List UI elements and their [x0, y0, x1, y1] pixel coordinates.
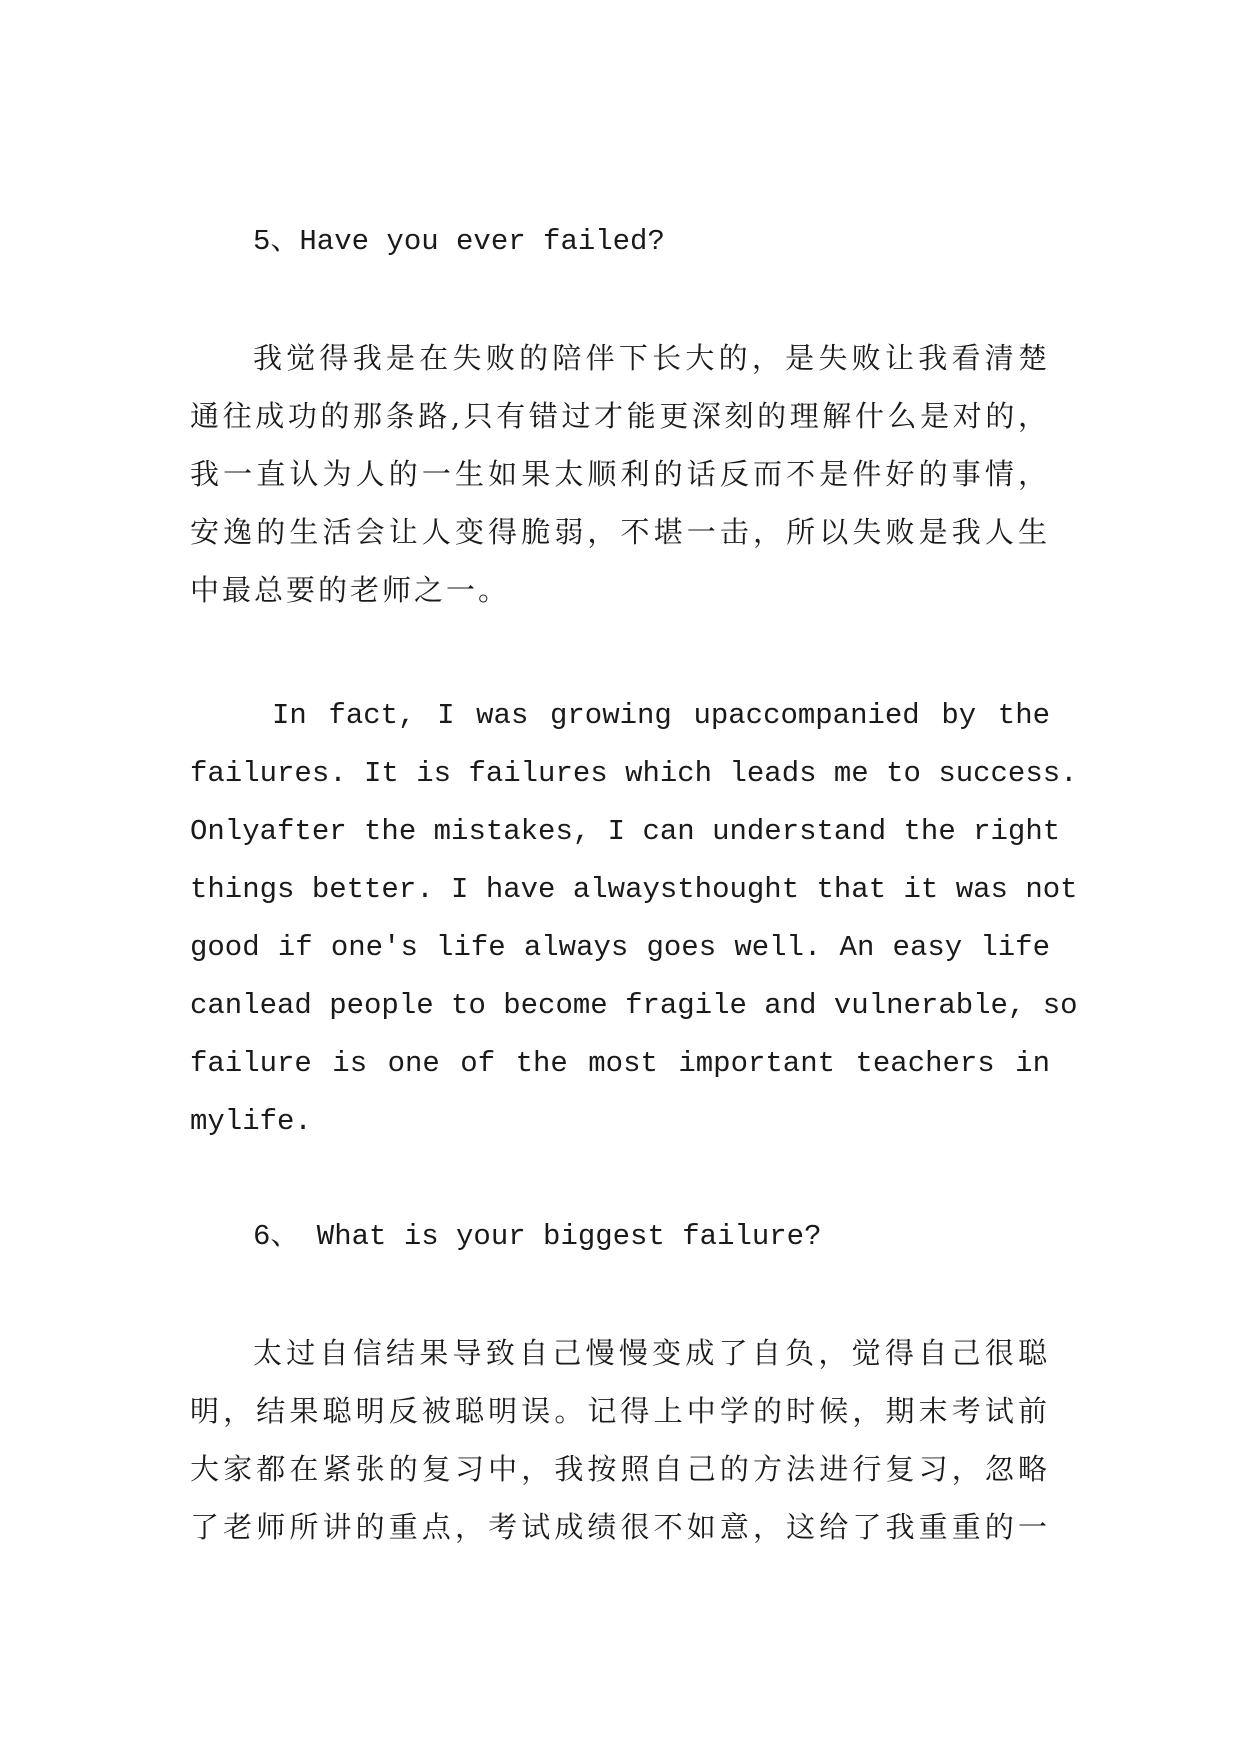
q6-zh-line: 太过自信结果导致自己慢慢变成了自负，觉得自己很聪 [253, 1336, 1050, 1370]
q5-zh-line: 安逸的生活会让人变得脆弱，不堪一击，所以失败是我人生 [190, 515, 1050, 549]
q5-zh-line: 通往成功的那条路,只有错过才能更深刻的理解什么是对的， [190, 399, 1050, 433]
q5-en-line: Onlyafter the mistakes, I can understand the right [190, 815, 1061, 848]
q6-zh-line: 大家都在紧张的复习中，我按照自己的方法进行复习，忽略 [190, 1452, 1050, 1486]
q5-en-line: In fact, I was growing upaccompanied by the [272, 699, 1050, 732]
q5-en-line: failures. It is failures which leads me to success. [190, 757, 1078, 790]
q6-zh-line: 了老师所讲的重点，考试成绩很不如意，这给了我重重的一 [190, 1510, 1050, 1544]
q5-en-line: canlead people to become fragile and vulnerable, so [190, 989, 1078, 1022]
q5-zh-line: 中最总要的老师之一。 [190, 573, 511, 607]
q5-zh-line: 我一直认为人的一生如果太顺利的话反而不是件好的事情， [190, 457, 1050, 491]
q5-en-line: failure is one of the most important teachers in [190, 1047, 1050, 1080]
question-5-heading: 5、Have you ever failed? [253, 225, 665, 258]
q5-en-line: mylife. [190, 1105, 312, 1138]
q6-zh-line: 明，结果聪明反被聪明误。记得上中学的时候，期末考试前 [190, 1394, 1050, 1428]
q5-en-line: things better. I have alwaysthought that it was not [190, 873, 1078, 906]
question-6-heading: 6、 What is your biggest failure? [253, 1220, 822, 1253]
q5-zh-line: 我觉得我是在失败的陪伴下长大的，是失败让我看清楚 [253, 341, 1050, 375]
q5-en-line: good if one's life always goes well. An easy life [190, 931, 1050, 964]
